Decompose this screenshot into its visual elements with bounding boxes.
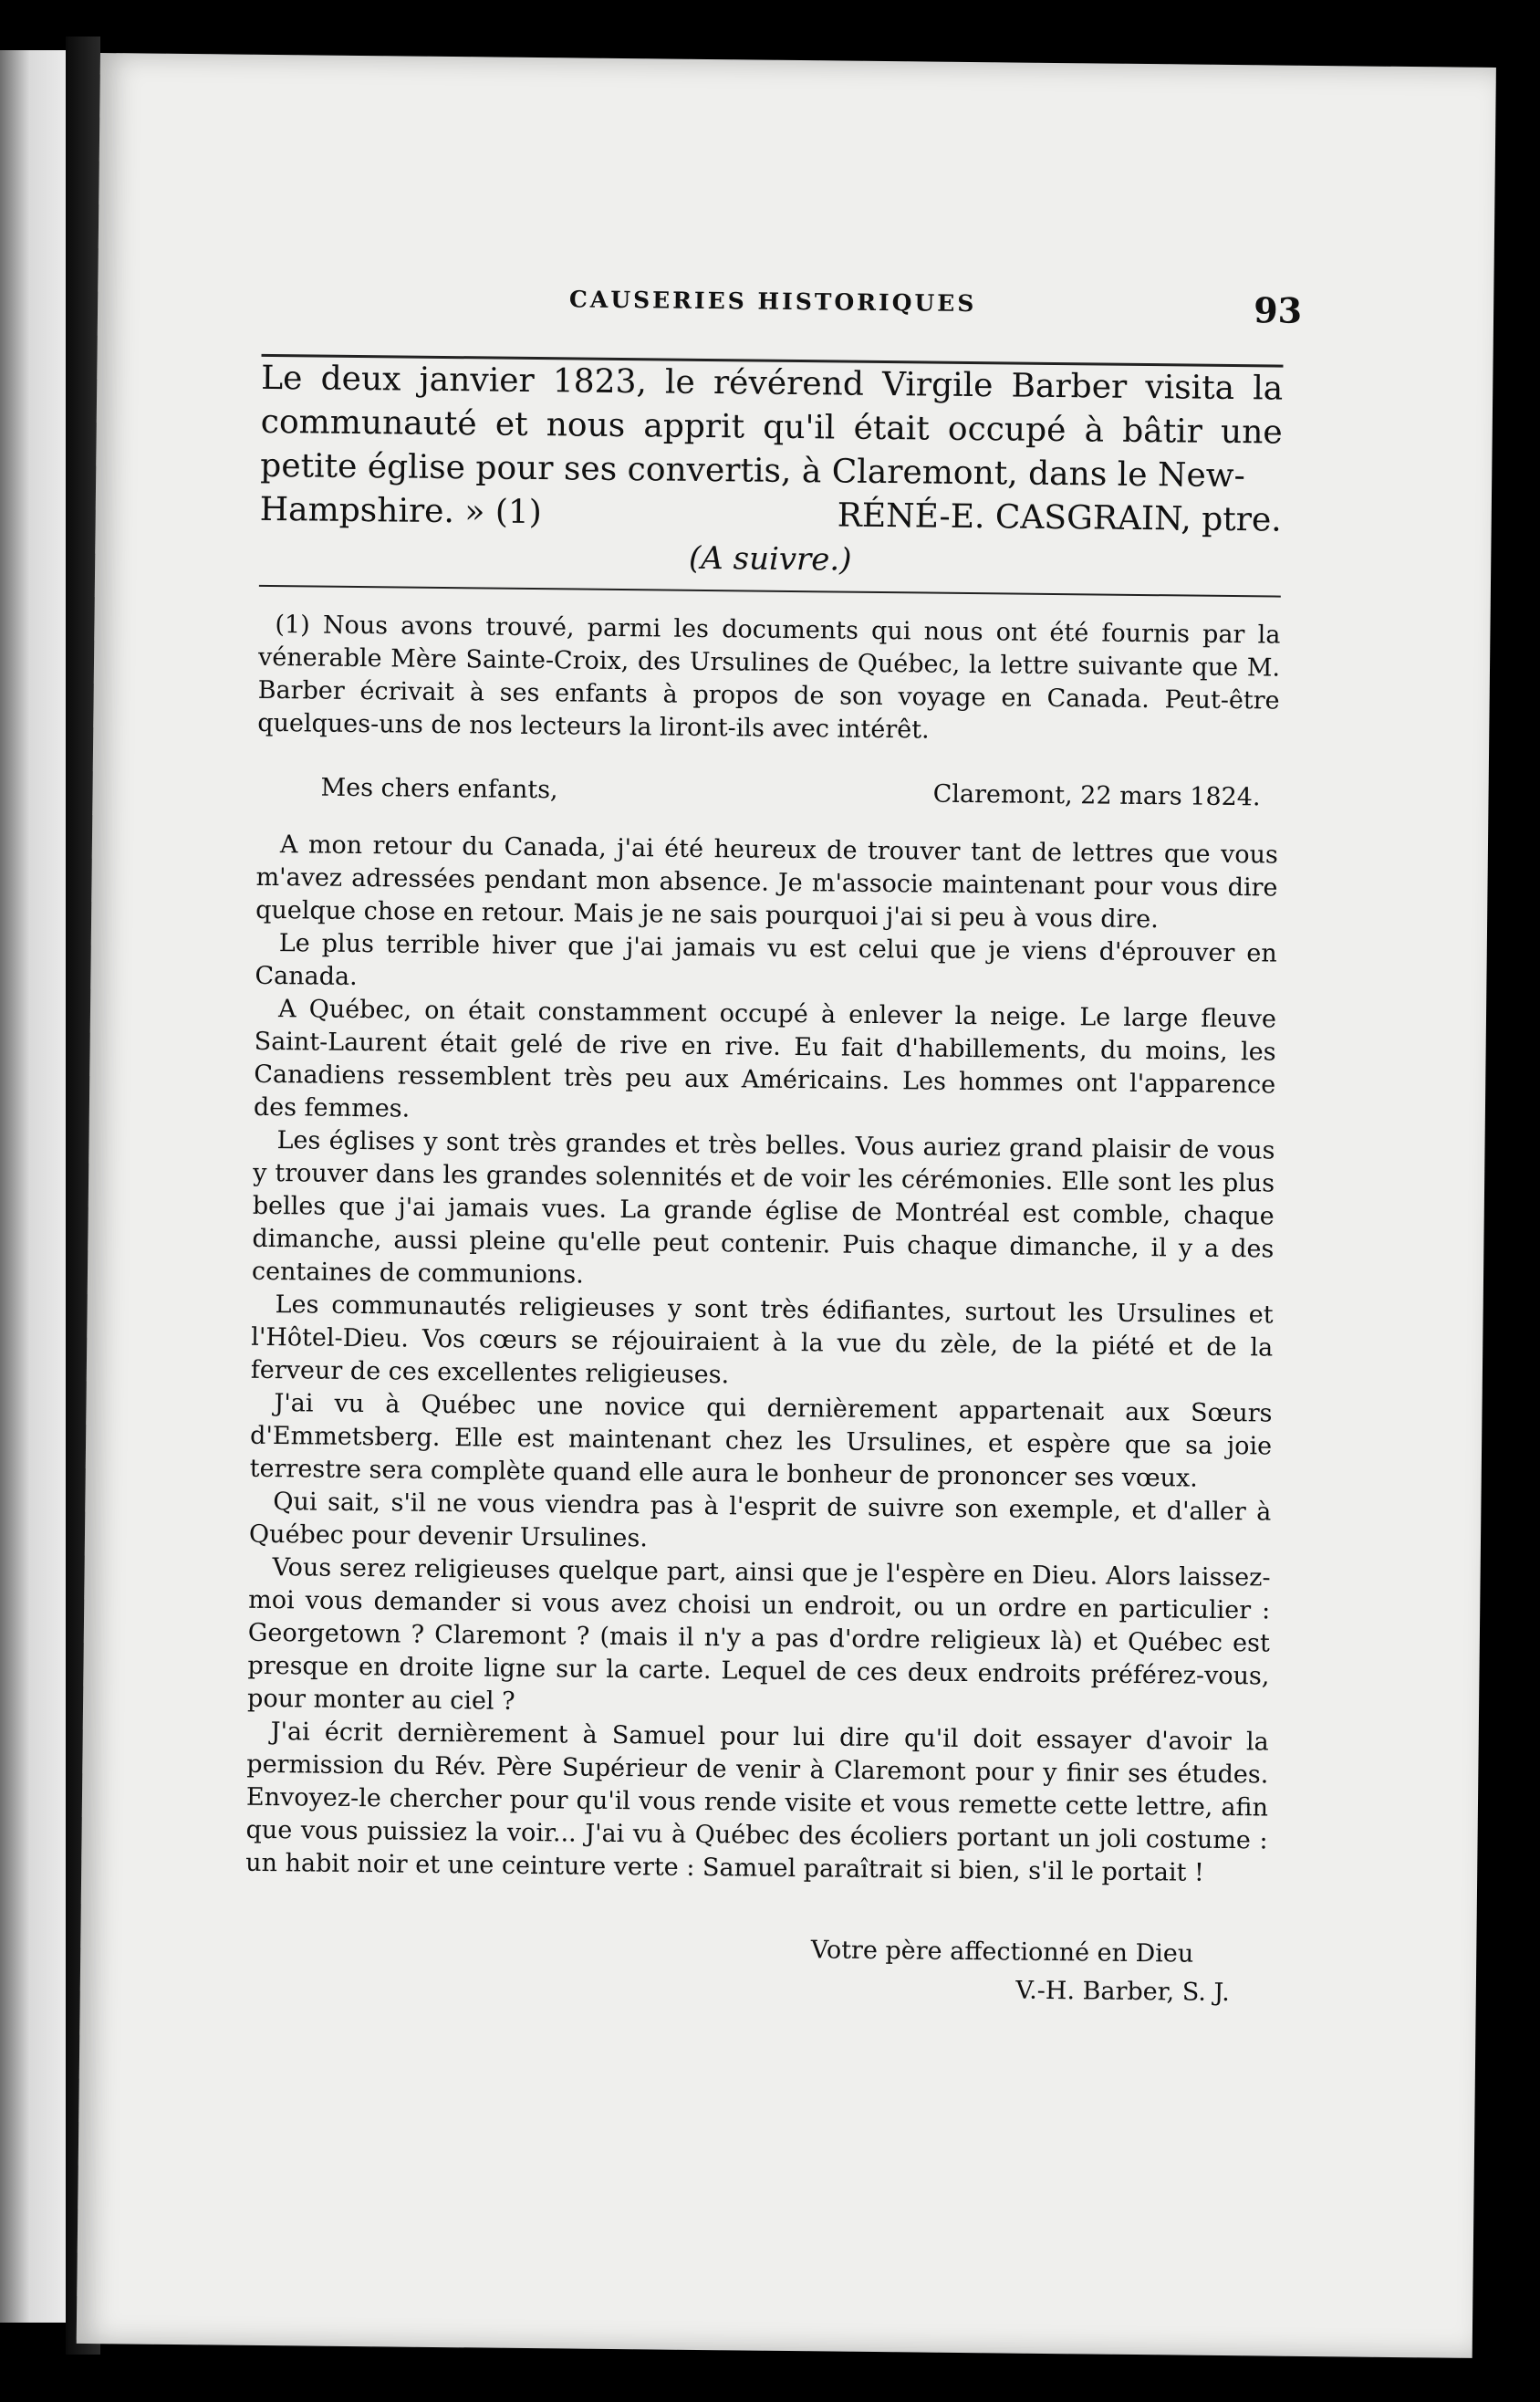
main-last-line: Hampshire. » (1) <box>259 490 543 532</box>
running-title: CAUSERIES HISTORIQUES <box>568 286 977 318</box>
footnote-rule <box>259 585 1281 598</box>
letter-paragraph: A Québec, on était constamment occupé à enlever la neige. Le large fleuve Saint-Laurent était gelé de rive en rive. Eu fait d'habillements, du moins, les Canadiens ressemblent très peu aux Américains. Les hommes ont l'apparence des femmes. <box>253 995 1277 1123</box>
page-number: 93 <box>1253 289 1303 331</box>
to-follow-note: (A suivre.) <box>688 539 852 579</box>
footnote <box>257 609 1280 751</box>
footnote-intro: (1) Nous avons trouvé, parmi les documents qui nous ont été fournis par la vénerable Mère Sainte-Croix, des Ursulines de Québec, la lettre suivante que M. Barber écrivait à ses enfants à propos de son voyage en Canada. Peut-être quelques-uns de nos lecteurs la liront-ils avec intérêt. <box>257 611 1281 745</box>
letter-header <box>256 773 1278 812</box>
letter-closing <box>245 1926 1267 2013</box>
page-content <box>245 283 1303 2013</box>
letter-paragraph: J'ai vu à Québec une novice qui dernièrement appartenait aux Sœurs d'Emmetsberg. Elle est maintenant chez les Ursulines, et espère que sa joie terrestre sera complète quand elle aura le bonheur de prononcer ses vœux. <box>249 1389 1273 1493</box>
letter-paragraph: Le plus terrible hiver que j'ai jamais vu est celui que je viens d'éprouver en Canada. <box>255 929 1277 992</box>
letter-body <box>245 829 1278 1891</box>
main-text <box>259 357 1283 583</box>
letter-paragraph: Qui sait, s'il ne vous viendra pas à l'esprit de suivre son exemple, et d'aller à Québec pour devenir Ursulines. <box>248 1488 1272 1553</box>
page-header <box>262 283 1303 358</box>
letter-paragraph: Les églises y sont très grandes et très belles. Vous auriez grand plaisir de vous y trouver dans les grandes solennités et de voir les cérémonies. Elle sont les plus belles que j'ai jamais vues. La grande église de Montréal est comble, chaque dimanche, aussi pleine qu'elle peut contenir. Puis chaque dimanche, il y a des centaines de communions. <box>251 1126 1275 1290</box>
letter-paragraph: A mon retour du Canada, j'ai été heureux de trouver tant de lettres que vous m'avez adressées pendant mon absence. Je m'associe maintenant pour vous dire quelque chose en retour. Mais je ne sais pourquoi j'ai si peu à vous dire. <box>255 830 1279 935</box>
letter-paragraph: J'ai écrit dernièrement à Samuel pour lui dire qu'il doit essayer d'avoir la permission du Rév. Père Supérieur de venir à Claremont pour y finir ses études. Envoyez-le chercher pour qu'il vous rende visite et vous remette cette lettre, afin que vous puissiez la voir... J'ai vu à Québec des écoliers portant un joli costume : un habit noir et une ceinture verte : Samuel paraîtrait si bien, s'il le portait ! <box>245 1718 1269 1887</box>
author-signature: RÉNÉ-E. CASGRAIN, ptre. <box>837 496 1282 539</box>
letter-place-date: Claremont, 22 mars 1824. <box>932 779 1261 812</box>
letter-signature: V.-H. Barber, S. J. <box>1015 1976 1230 2008</box>
facing-page-edge <box>0 50 66 2323</box>
book-page <box>77 53 1496 2358</box>
letter-paragraph: Vous serez religieuses quelque part, ainsi que je l'espère en Dieu. Alors laissez-moi vous demander si vous avez choisi un endroit, ou un ordre en particulier : Georgetown ? Claremont ? (mais il n'y a pas d'ordre religieux là) et Québec est presque en droite ligne sur la carte. Lequel de ces deux endroits préférez-vous, pour monter au ciel ? <box>246 1553 1271 1716</box>
closing-phrase: Votre père affectionné en Dieu <box>810 1936 1194 1969</box>
letter-paragraph: Les communautés religieuses y sont très édifiantes, surtout les Ursulines et l'Hôtel-Dieu. Vos cœurs se réjouiraient à la vue du zèle, de la piété et de la ferveur de ces excellentes religieuses. <box>250 1290 1274 1390</box>
letter-salutation: Mes chers enfants, <box>320 773 558 805</box>
main-paragraph: Le deux janvier 1823, le révérend Virgile Barber visita la communauté et nous apprit qu'il était occupé à bâtir une petite église pour ses convertis, à Claremont, dans le New- <box>260 359 1284 496</box>
